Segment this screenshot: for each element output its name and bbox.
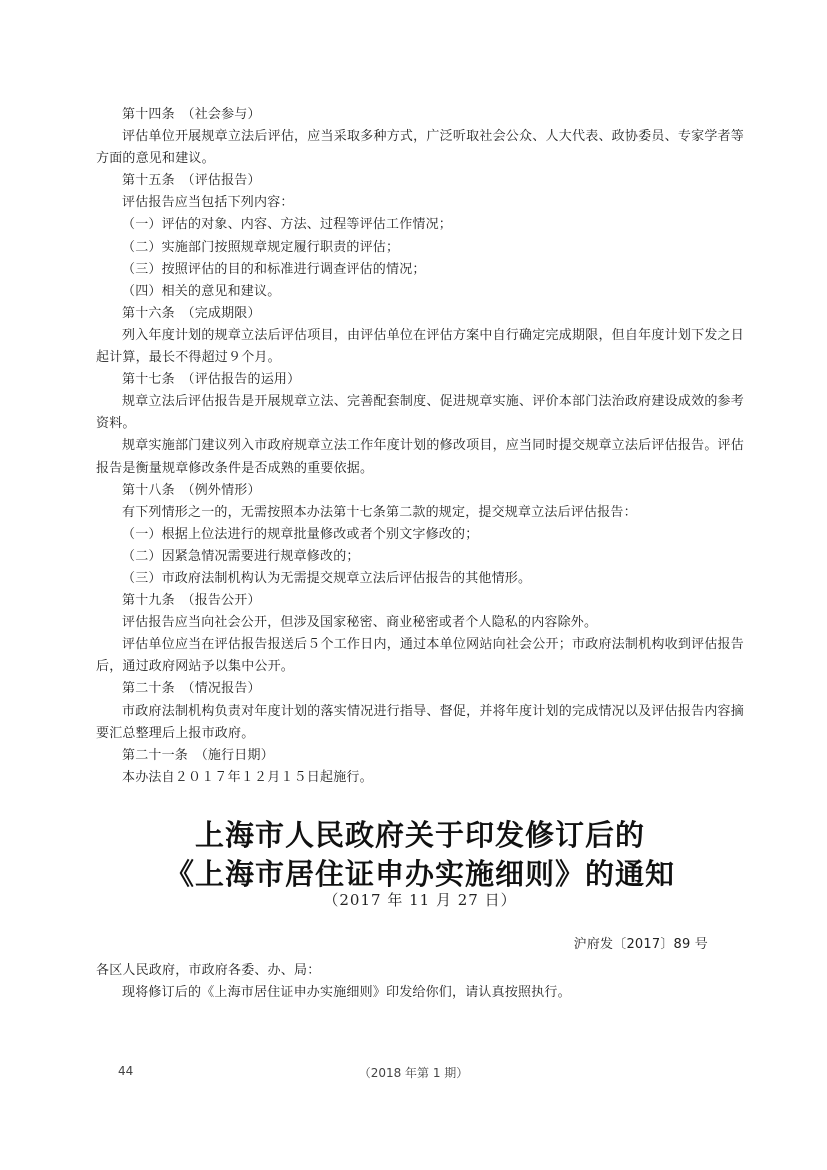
notice-date: （2017 年 11 月 27 日） bbox=[323, 891, 517, 909]
article-heading: 第二十一条 （施行日期） bbox=[122, 747, 274, 763]
article-heading: 第十五条 （评估报告） bbox=[122, 173, 261, 189]
page-number: 44 bbox=[118, 1064, 134, 1078]
article-paragraph: 规章立法后评估报告是开展规章立法、完善配套制度、促进规章实施、评价本部门法治政府建设成效的参考资料。 bbox=[96, 394, 744, 432]
article-paragraph: 评估报告应当包括下列内容： bbox=[122, 195, 294, 211]
article-paragraph: 列入年度计划的规章立法后评估项目，由评估单位在评估方案中自行确定完成期限，但自年度计划下发之日起计算，最长不得超过９个月。 bbox=[96, 327, 744, 366]
article-paragraph: 评估报告应当向社会公开，但涉及国家秘密、商业秘密或者个人隐私的内容除外。 bbox=[122, 615, 598, 631]
article-paragraph: 评估单位开展规章立法后评估，应当采取多种方式，广泛听取社会公众、人大代表、政协委员、专家学者等方面的意见和建议。 bbox=[96, 129, 744, 167]
article-paragraph: 规章实施部门建议列入市政府规章立法工作年度计划的修改项目，应当同时提交规章立法后评估报告。评估报告是衡量规章修改条件是否成熟的重要依据。 bbox=[96, 438, 744, 476]
article-paragraph: 评估单位应当在评估报告报送后５个工作日内，通过本单位网站向社会公开；市政府法制机构收到评估报告后，通过政府网站予以集中公开。 bbox=[96, 637, 744, 675]
article-list-item: （一）根据上位法进行的规章批量修改或者个别文字修改的； bbox=[122, 526, 479, 542]
article-list-item: （四）相关的意见和建议。 bbox=[122, 283, 281, 299]
article-heading: 第十六条 （完成期限） bbox=[122, 305, 261, 321]
notice-addressee: 各区人民政府，市政府各委、办、局： bbox=[96, 963, 321, 978]
notice-paragraph: 现将修订后的《上海市居住证申办实施细则》印发给你们，请认真按照执行。 bbox=[122, 985, 571, 1001]
article-paragraph: 本办法自２０１７年１２月１５日起施行。 bbox=[122, 769, 373, 785]
article-heading: 第二十条 （情况报告） bbox=[122, 681, 261, 697]
article-heading: 第十九条 （报告公开） bbox=[122, 593, 261, 609]
regulation-articles bbox=[96, 104, 744, 789]
article-list-item: （二）实施部门按照规章规定履行职责的评估； bbox=[122, 239, 400, 255]
article-heading: 第十四条 （社会参与） bbox=[122, 107, 261, 122]
article-list-item: （三）市政府法制机构认为无需提交规章立法后评估报告的其他情形。 bbox=[122, 570, 532, 586]
article-heading: 第十八条 （例外情形） bbox=[122, 482, 261, 498]
article-list-item: （三）按照评估的目的和标准进行调查评估的情况； bbox=[122, 261, 426, 277]
article-list-item: （一）评估的对象、内容、方法、过程等评估工作情况； bbox=[122, 217, 453, 233]
notice-title-line-1: 上海市人民政府关于印发修订后的 bbox=[194, 818, 645, 852]
article-heading: 第十七条 （评估报告的运用） bbox=[122, 372, 301, 388]
article-paragraph: 有下列情形之一的，无需按照本办法第十七条第二款的规定，提交规章立法后评估报告： bbox=[122, 504, 637, 520]
article-paragraph: 市政府法制机构负责对年度计划的落实情况进行指导、督促，并将年度计划的完成情况以及评估报告内容摘要汇总整理后上报市政府。 bbox=[96, 703, 744, 741]
issue-label: （2018 年第 1 期） bbox=[358, 1066, 469, 1080]
document-number: 沪府发〔2017〕89 号 bbox=[573, 937, 708, 952]
article-list-item: （二）因紧急情况需要进行规章修改的； bbox=[122, 548, 360, 564]
notice-title-line-2: 《上海市居住证申办实施细则》的通知 bbox=[164, 857, 675, 891]
notice-body bbox=[96, 960, 744, 1004]
